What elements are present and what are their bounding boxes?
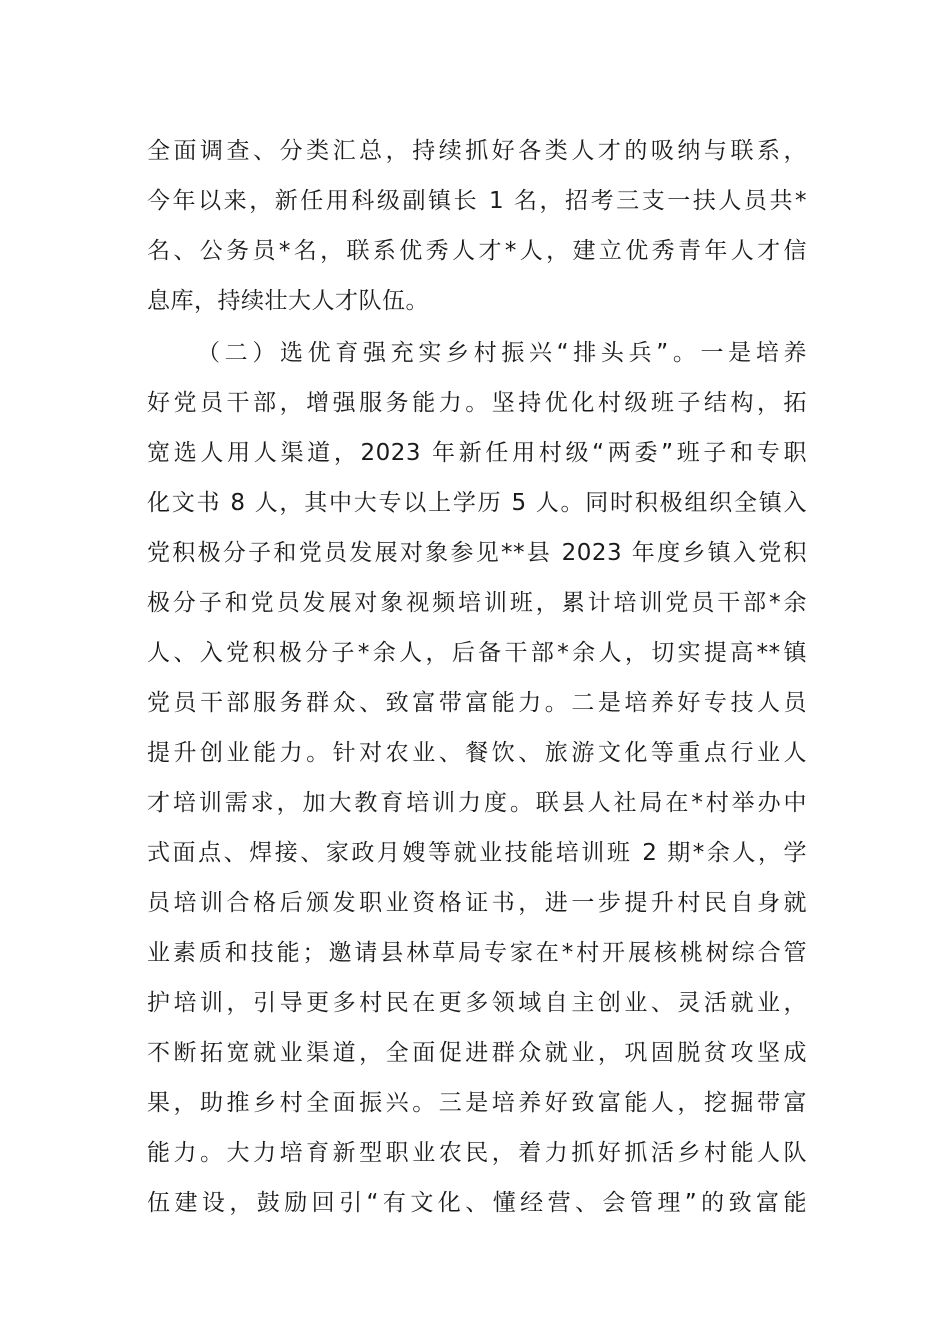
text-line: 息库，持续壮大人才队伍。	[147, 288, 429, 314]
text-line: 好党员干部，增强服务能力。坚持优化村级班子结构，拓	[147, 390, 807, 416]
text-line: 能力。大力培育新型职业农民，着力抓好抓活乡村能人队	[147, 1140, 807, 1166]
text-line: 才培训需求，加大教育培训力度。联县人社局在*村举办中	[147, 790, 807, 816]
text-line: 员培训合格后颁发职业资格证书，进一步提升村民自身就	[147, 890, 807, 916]
text-line: 不断拓宽就业渠道，全面促进群众就业，巩固脱贫攻坚成	[147, 1040, 807, 1066]
text-line: 果，助推乡村全面振兴。三是培养好致富能人，挖掘带富	[147, 1090, 807, 1116]
section-heading-line: （二）选优育强充实乡村振兴“排头兵”。一是培养	[197, 340, 807, 366]
text-line: 业素质和技能；邀请县林草局专家在*村开展核桃树综合管	[147, 940, 807, 966]
text-line: 人、入党积极分子*余人，后备干部*余人，切实提高**镇	[147, 640, 807, 666]
text-line: 化文书 8 人，其中大专以上学历 5 人。同时积极组织全镇入	[147, 490, 807, 516]
text-line: 极分子和党员发展对象视频培训班，累计培训党员干部*余	[147, 590, 807, 616]
text-line: 伍建设，鼓励回引“有文化、懂经营、会管理”的致富能	[147, 1190, 807, 1216]
text-line: 今年以来，新任用科级副镇长 1 名，招考三支一扶人员共*	[147, 188, 807, 214]
text-line: 党员干部服务群众、致富带富能力。二是培养好专技人员	[147, 690, 807, 716]
text-line: 式面点、焊接、家政月嫂等就业技能培训班 2 期*余人，学	[147, 840, 807, 866]
text-line: 提升创业能力。针对农业、餐饮、旅游文化等重点行业人	[147, 740, 807, 766]
text-line: 党积极分子和党员发展对象参见**县 2023 年度乡镇入党积	[147, 540, 807, 566]
text-line: 宽选人用人渠道，2023 年新任用村级“两委”班子和专职	[147, 440, 807, 466]
text-line: 全面调查、分类汇总，持续抓好各类人才的吸纳与联系，	[147, 138, 807, 164]
text-line: 护培训，引导更多村民在更多领域自主创业、灵活就业，	[147, 990, 807, 1016]
text-line: 名、公务员*名，联系优秀人才*人，建立优秀青年人才信	[147, 238, 807, 264]
